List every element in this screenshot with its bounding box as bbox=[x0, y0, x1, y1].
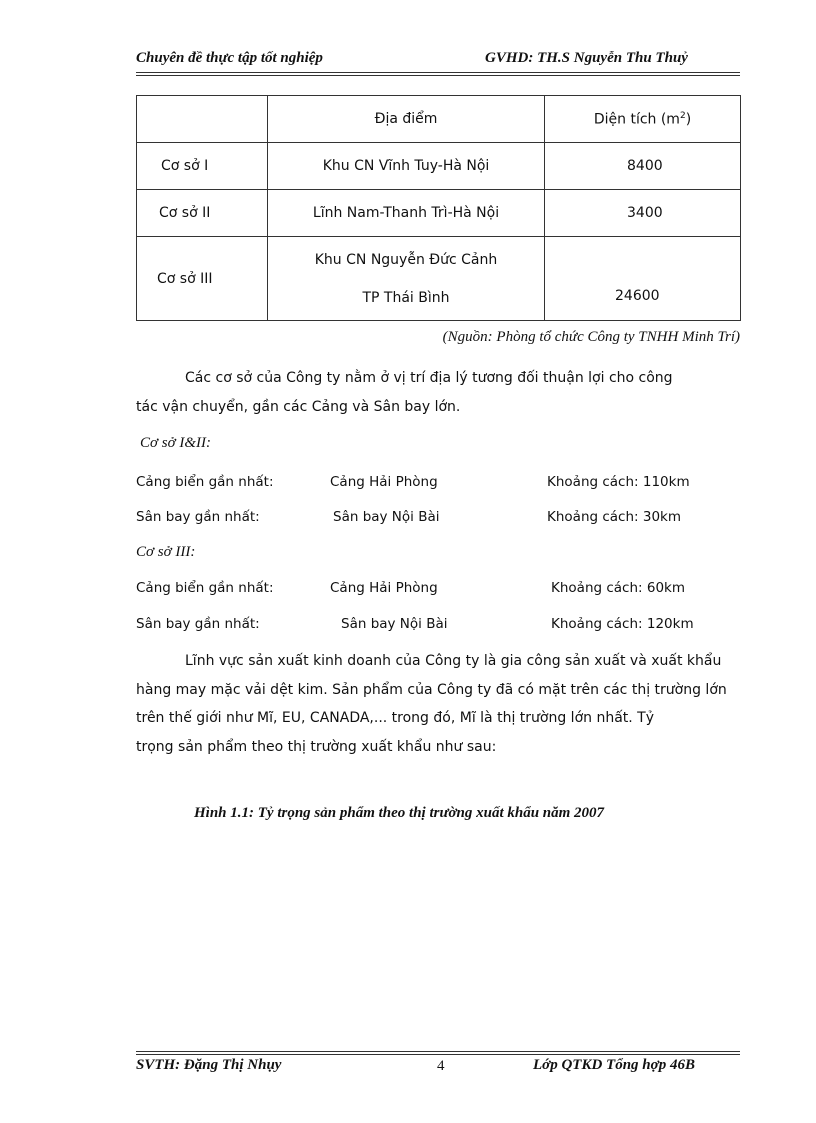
table-cell-name: Cơ sở III bbox=[137, 237, 268, 321]
footer-class: Lớp QTKD Tổng hợp 46B bbox=[533, 1057, 695, 1073]
table-cell-area: 3400 bbox=[545, 190, 741, 237]
group2-airport-kind: Sân bay gần nhất: bbox=[136, 616, 260, 632]
table-cell-place: Lĩnh Nam-Thanh Trì-Hà Nội bbox=[268, 190, 545, 237]
table-row bbox=[137, 237, 741, 321]
table-header-area-close: ) bbox=[685, 111, 692, 128]
footer-author: SVTH: Đặng Thị Nhụy bbox=[136, 1057, 282, 1073]
table-row bbox=[137, 143, 741, 190]
table-cell-area: 8400 bbox=[545, 143, 741, 190]
table-header-area-sup: 2 bbox=[679, 110, 686, 121]
table-cell-place-line2: TP Thái Bình bbox=[362, 289, 450, 306]
group2-port-distance: Khoảng cách: 60km bbox=[551, 580, 686, 596]
table-header-area-text: Diện tích (m bbox=[593, 111, 680, 128]
body-line-3: trên thế giới như Mĩ, EU, CANADA,... trong đó, Mĩ là thị trường lớn nhất. Tỷ bbox=[136, 710, 655, 726]
table-header-empty bbox=[137, 96, 268, 143]
group2-label: Cơ sở III: bbox=[136, 544, 196, 560]
group2-airport-place: Sân bay Nội Bài bbox=[341, 616, 448, 632]
footer-rule-2 bbox=[136, 1054, 740, 1055]
intro-line-1: Các cơ sở của Công ty nằm ở vị trí địa lý tương đối thuận lợi cho công bbox=[185, 370, 673, 386]
group1-port-kind: Cảng biển gần nhất: bbox=[136, 474, 274, 490]
table-row bbox=[137, 190, 741, 237]
table-source: (Nguồn: Phòng tổ chức Công ty TNHH Minh Trí) bbox=[442, 329, 740, 345]
group1-label: Cơ sở I&II: bbox=[140, 435, 212, 451]
group2-port-kind: Cảng biển gần nhất: bbox=[136, 580, 274, 596]
table-cell-area: 24600 bbox=[545, 237, 741, 321]
group2-port-place: Cảng Hải Phòng bbox=[330, 580, 438, 596]
header-rule bbox=[136, 72, 740, 73]
location-table bbox=[136, 95, 741, 321]
table-header-area bbox=[545, 96, 741, 143]
footer-rule bbox=[136, 1051, 740, 1052]
body-line-1: Lĩnh vực sản xuất kinh doanh của Công ty là gia công sản xuất và xuất khẩu bbox=[185, 653, 722, 669]
body-line-4: trọng sản phẩm theo thị trường xuất khẩu như sau: bbox=[136, 739, 497, 755]
header-right: GVHD: TH.S Nguyễn Thu Thuỷ bbox=[485, 50, 688, 66]
table-cell-place: Khu CN Vĩnh Tuy-Hà Nội bbox=[268, 143, 545, 190]
group1-port-distance: Khoảng cách: 110km bbox=[547, 474, 690, 490]
group2-airport-distance: Khoảng cách: 120km bbox=[551, 616, 694, 632]
figure-caption: Hình 1.1: Tỷ trọng sản phẩm theo thị trường xuất khẩu năm 2007 bbox=[194, 805, 605, 821]
group1-port-place: Cảng Hải Phòng bbox=[330, 474, 438, 490]
table-header-place: Địa điểm bbox=[268, 96, 545, 143]
table-cell-place-line1: Khu CN Nguyễn Đức Cảnh bbox=[314, 251, 498, 268]
page-number: 4 bbox=[437, 1058, 445, 1074]
group1-airport-kind: Sân bay gần nhất: bbox=[136, 509, 260, 525]
table-cell-name: Cơ sở I bbox=[137, 143, 268, 190]
group1-airport-distance: Khoảng cách: 30km bbox=[547, 509, 682, 525]
header-rule-2 bbox=[136, 75, 740, 76]
body-line-2: hàng may mặc vải dệt kim. Sản phẩm của Công ty đã có mặt trên các thị trường lớn bbox=[136, 682, 727, 698]
group1-airport-place: Sân bay Nội Bài bbox=[333, 509, 440, 525]
table-cell-name: Cơ sở II bbox=[137, 190, 268, 237]
table-header-row bbox=[137, 96, 741, 143]
intro-line-2: tác vận chuyển, gần các Cảng và Sân bay lớn. bbox=[136, 399, 461, 415]
table-cell-place bbox=[268, 237, 545, 321]
header-left: Chuyên đề thực tập tốt nghiệp bbox=[136, 50, 323, 66]
